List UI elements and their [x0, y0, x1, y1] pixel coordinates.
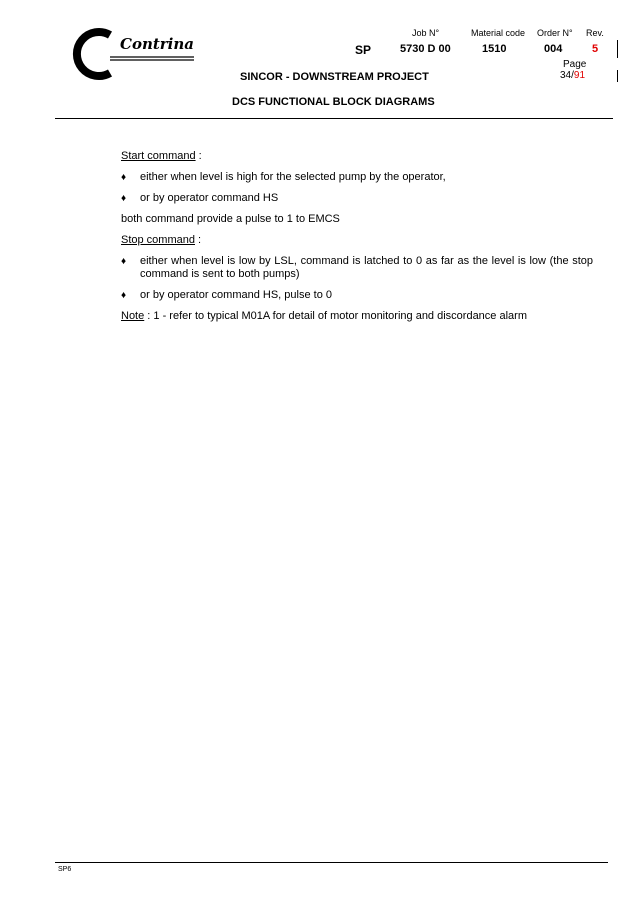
page-current: 34/: [560, 70, 574, 81]
logo-text: Contrina: [120, 35, 195, 53]
list-item-text: or by operator command HS: [140, 192, 279, 204]
diamond-bullet-icon: ♦: [121, 193, 127, 204]
order-label: Order N°: [537, 28, 573, 38]
job-label: Job N°: [412, 28, 440, 38]
page-label: Page: [563, 59, 587, 70]
diamond-bullet-icon: ♦: [121, 172, 127, 183]
start-command-heading: [121, 150, 593, 163]
stop-heading-text: Stop command: [121, 234, 195, 246]
stop-command-heading: [121, 234, 593, 247]
revision-number: 5: [592, 43, 599, 55]
job-number: 5730 D 00: [400, 43, 451, 55]
document-body: [121, 150, 593, 323]
list-item-text: either when level is low by LSL, command is latched to 0 as far as the level is low (the stop command is sent to both pumps): [140, 255, 593, 280]
diamond-bullet-icon: ♦: [121, 256, 127, 267]
footer-code: SP6: [58, 866, 72, 873]
project-title: SINCOR - DOWNSTREAM PROJECT: [240, 71, 429, 83]
note-text: : 1 - refer to typical M01A for detail of motor monitoring and discordance alarm: [144, 310, 527, 322]
start-heading-suffix: :: [195, 150, 202, 162]
list-item-text: either when level is high for the selected pump by the operator,: [140, 171, 446, 183]
order-number: 004: [544, 43, 563, 55]
doc-type: SP: [355, 43, 372, 57]
start-heading-text: Start command: [121, 150, 196, 162]
company-logo: [62, 26, 202, 82]
material-label: Material code: [471, 28, 526, 38]
list-item-text: or by operator command HS, pulse to 0: [140, 289, 332, 301]
page-number: [560, 70, 585, 81]
list-item: [121, 289, 593, 302]
note-label: Note: [121, 310, 145, 322]
header-edge-mark: [617, 40, 618, 58]
list-item: [121, 171, 593, 184]
start-command-note: both command provide a pulse to 1 to EMCS: [121, 213, 340, 225]
list-item: [121, 192, 593, 205]
stop-heading-suffix: :: [194, 234, 202, 246]
page-total: 91: [573, 70, 586, 81]
diamond-bullet-icon: ♦: [121, 290, 127, 301]
rev-label: Rev.: [586, 28, 604, 38]
header-divider: [55, 118, 613, 119]
note-line: [121, 310, 593, 323]
header-edge-mark: [617, 70, 618, 82]
material-code: 1510: [482, 43, 507, 55]
list-item: [121, 255, 593, 281]
document-title: DCS FUNCTIONAL BLOCK DIAGRAMS: [232, 96, 435, 108]
footer-divider: [55, 862, 608, 863]
